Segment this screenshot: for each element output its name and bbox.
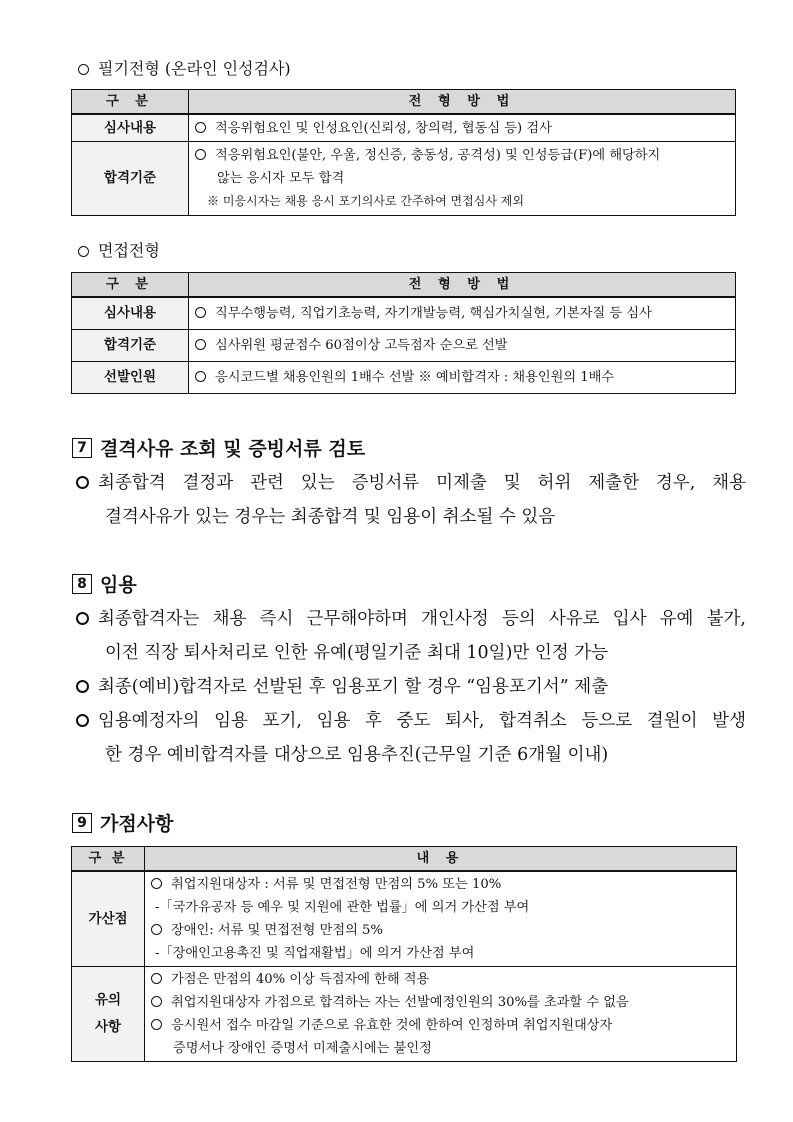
circle-bullet-icon	[151, 1019, 162, 1030]
circle-bullet-icon	[151, 924, 162, 935]
section-7-heading	[72, 434, 365, 461]
table-header-row	[72, 90, 736, 115]
table-row	[72, 142, 736, 216]
section-number: 9	[72, 813, 92, 833]
circle-bullet-icon	[195, 339, 206, 350]
header-category: 구 분	[72, 90, 189, 115]
row-content: 적응위험요인 및 인성요인(신뢰성, 창의력, 협동심 등) 검사	[189, 114, 736, 142]
section-number: 8	[72, 574, 92, 594]
row-label: 유의 사항	[72, 967, 145, 1062]
row-content: 취업지원대상자 : 서류 및 면접전형 만점의 5% 또는 10% -「국가유공자 등 예우 및 지원에 관한 법률」에 의거 가산점 부여 장애인: 서류 및 면접전형 만점의 5% -「장애인고용촉진 및 직업재활법」에 의거 가산점 부여	[145, 871, 737, 967]
table-header-row	[72, 847, 737, 872]
circle-bullet-icon	[195, 371, 206, 382]
circle-bullet-icon	[151, 973, 162, 984]
section-7-paragraph: 최종합격 결정과 관련 있는 증빙서류 미제출 및 허위 제출한 경우, 채용 결격사유가 있는 경우는 최종합격 및 임용이 취소될 수 있음	[76, 466, 746, 534]
written-exam-heading: 필기전형 (온라인 인성검사)	[78, 56, 291, 79]
circle-bullet-icon	[151, 878, 162, 889]
row-content: 심사위원 평균점수 60점이상 고득점자 순으로 선발	[189, 330, 736, 362]
table-row	[72, 871, 737, 967]
row-label: 심사내용	[72, 114, 189, 142]
circle-bullet-icon	[195, 149, 206, 160]
circle-bullet-icon	[78, 64, 89, 75]
interview-heading: 면접전형	[78, 238, 160, 261]
table-row	[72, 362, 736, 394]
section-title: 가점사항	[100, 813, 174, 835]
row-label: 합격기준	[72, 142, 189, 216]
circle-bullet-icon	[195, 122, 206, 133]
row-content: 직무수행능력, 직업기초능력, 자기개발능력, 핵심가치실현, 기본자질 등 심사	[189, 297, 736, 330]
interview-table	[71, 272, 736, 394]
circle-bullet-icon	[76, 714, 89, 727]
row-content: 적응위험요인(불안, 우울, 정신증, 충동성, 공격성) 및 인성등급(F)에 해당하지 않는 응시자 모두 합격 ※ 미응시자는 채용 응시 포기의사로 간주하여 면접심사 제외	[189, 142, 736, 216]
header-method: 전 형 방 법	[189, 90, 736, 115]
row-content: 가점은 만점의 40% 이상 득점자에 한해 적용 취업지원대상자 가점으로 합격하는 자는 선발예정인원의 30%를 초과할 수 없음 응시원서 접수 마감일 기준으로 유효한 것에 한하여 인정하며 취업지원대상자 증명서나 장애인 증명서 미제출시에는 불인정	[145, 967, 737, 1062]
section-8-heading	[72, 570, 137, 597]
header-category: 구 분	[72, 847, 145, 872]
section-title: 임용	[100, 574, 137, 596]
circle-bullet-icon	[195, 307, 206, 318]
header-category: 구 분	[72, 273, 189, 298]
circle-bullet-icon	[78, 246, 89, 257]
section-title: 결격사유 조회 및 증빙서류 검토	[100, 438, 366, 460]
table-row	[72, 114, 736, 142]
row-label: 선발인원	[72, 362, 189, 394]
written-exam-table	[71, 89, 736, 216]
row-label: 가산점	[72, 871, 145, 967]
row-content: 응시코드별 채용인원의 1배수 선발 ※ 예비합격자 : 채용인원의 1배수	[189, 362, 736, 394]
table-row	[72, 297, 736, 330]
section-8-paragraph: 최종합격자는 채용 즉시 근무해야하며 개인사정 등의 사유로 입사 유예 불가, 이전 직장 퇴사처리로 인한 유예(평일기준 최대 10일)만 인정 가능 최종(예비)합격자로 선발된 후 임용포기 할 경우 “임용포기서” 제출 임용예정자의 임용 포기, 임용 후 중도 퇴사, 합격취소 등으로 결원이 발생 한 경우 예비합격자를 대상으로 임용추진(근무일 기준 6개월 이내)	[76, 602, 746, 772]
section-9-heading	[72, 809, 173, 836]
circle-bullet-icon	[151, 996, 162, 1007]
header-content: 내 용	[145, 847, 737, 872]
table-header-row	[72, 273, 736, 298]
row-label: 심사내용	[72, 297, 189, 330]
circle-bullet-icon	[76, 476, 89, 489]
table-row	[72, 330, 736, 362]
row-label: 합격기준	[72, 330, 189, 362]
header-method: 전 형 방 법	[189, 273, 736, 298]
section-number: 7	[72, 438, 92, 458]
table-row	[72, 967, 737, 1062]
bonus-table	[71, 846, 737, 1062]
circle-bullet-icon	[76, 680, 89, 693]
circle-bullet-icon	[76, 612, 89, 625]
